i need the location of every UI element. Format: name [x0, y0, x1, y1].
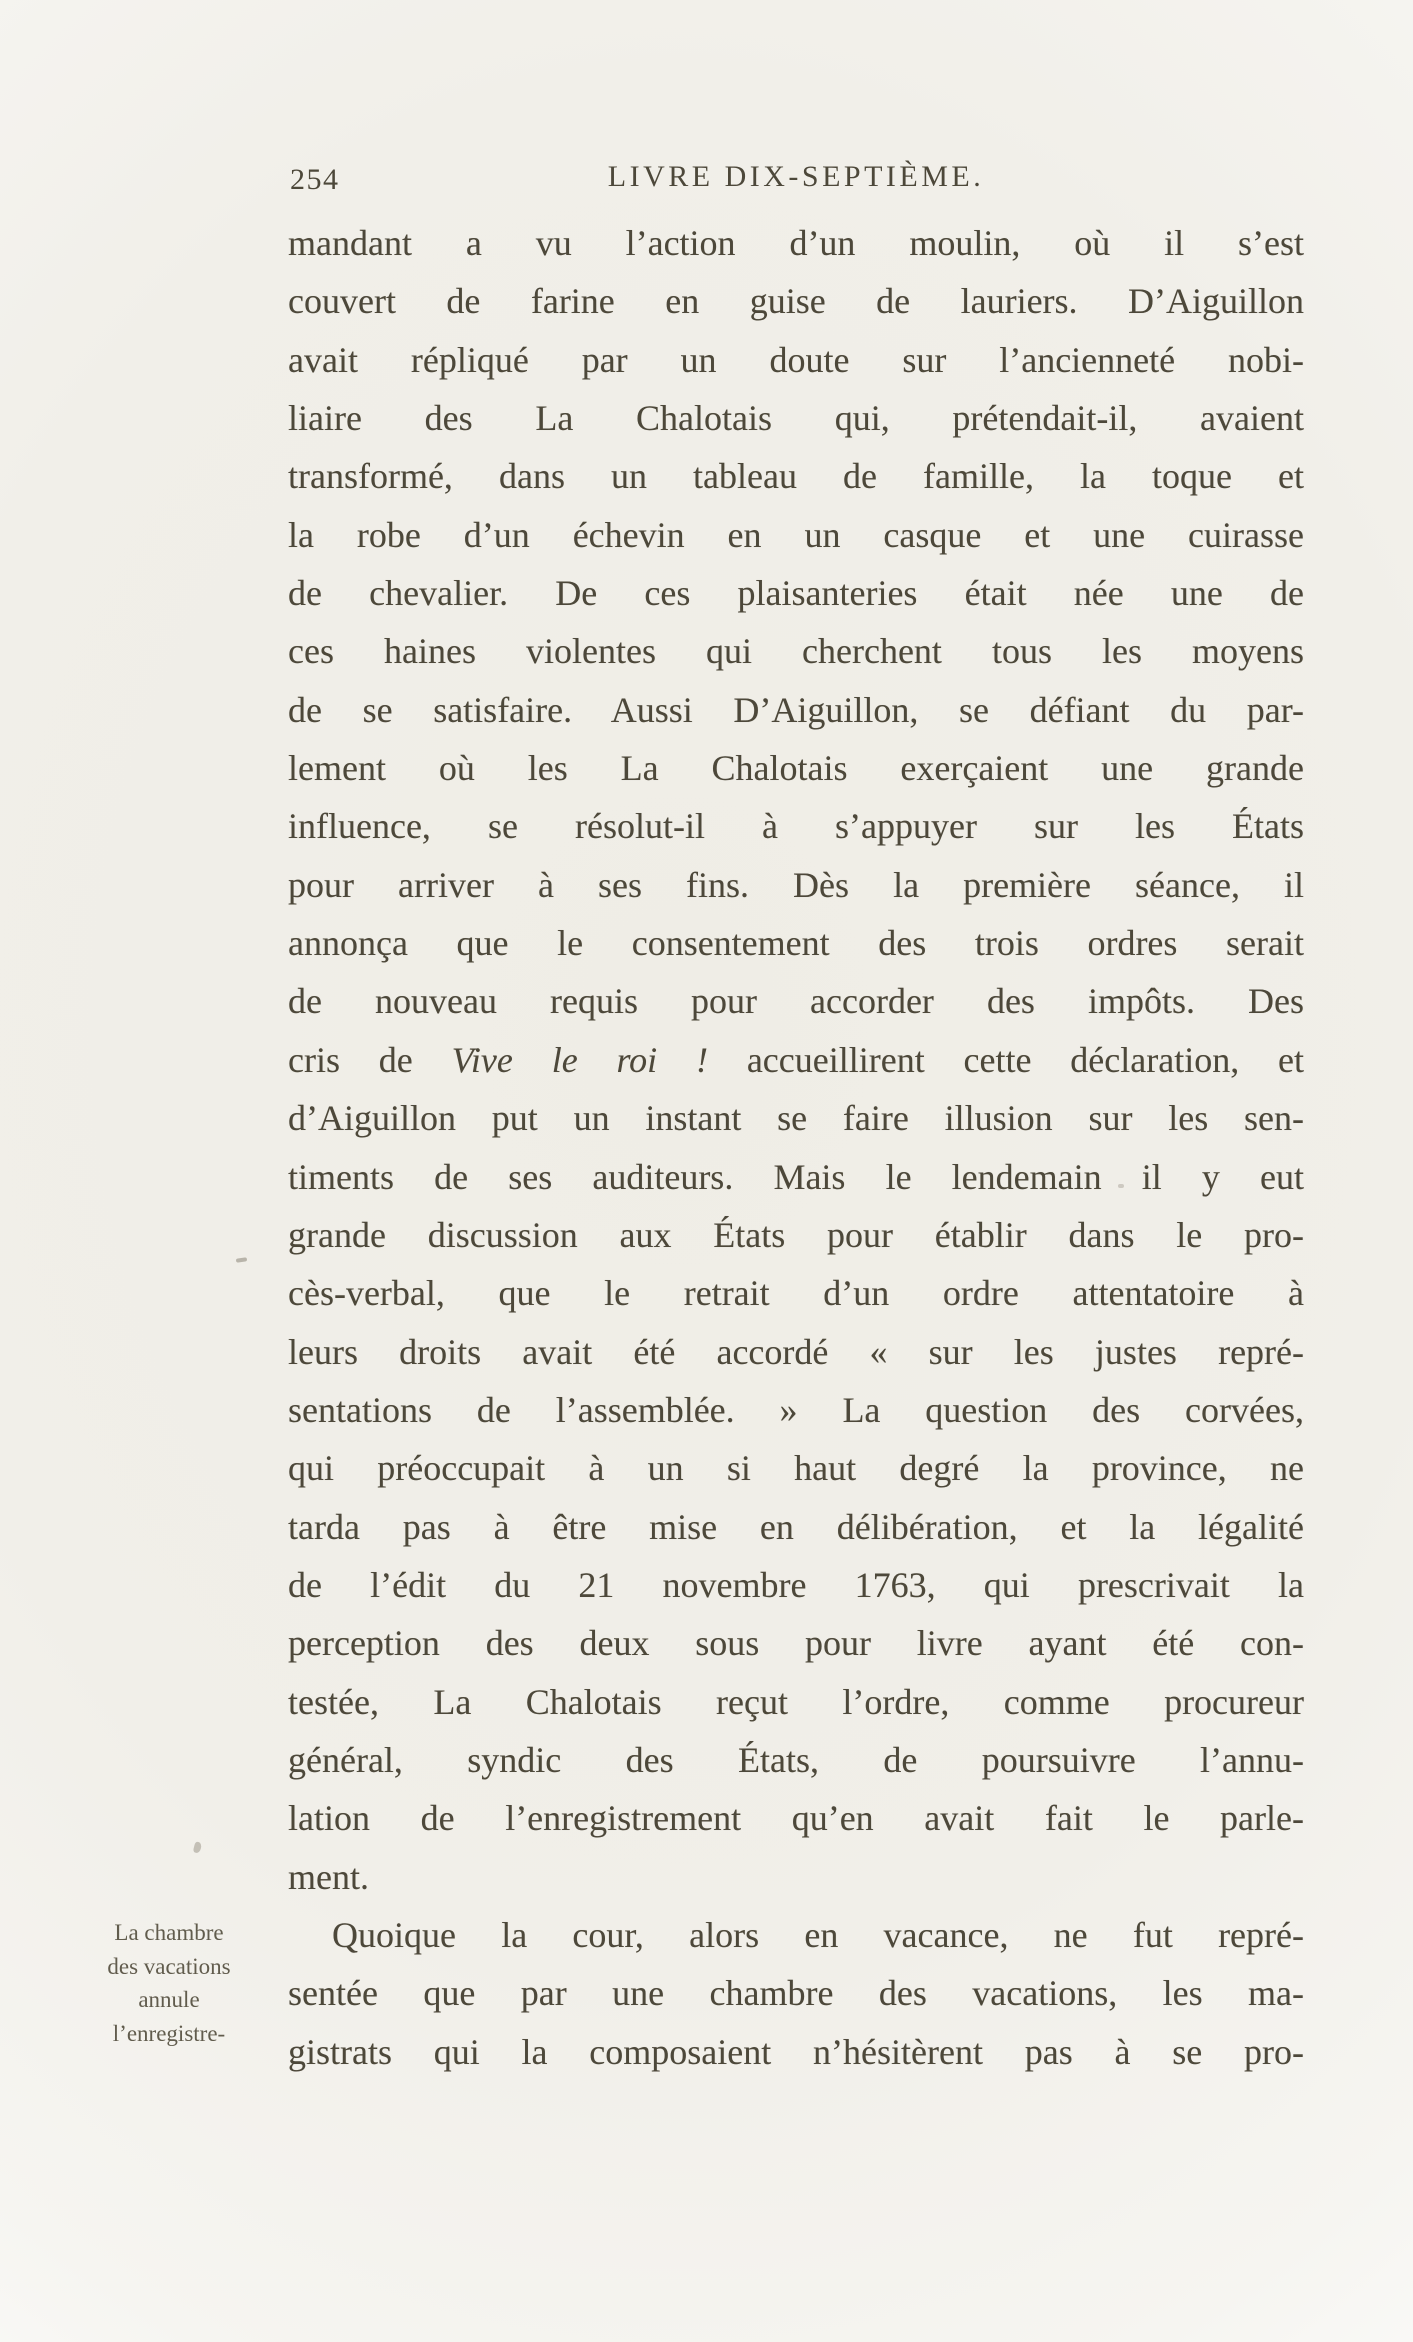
text-segment: cris de [288, 1039, 452, 1080]
text-segment: de se satisfaire. Aussi D’Aiguillon, se défiant du par- [288, 689, 1304, 730]
text-line [288, 622, 1304, 680]
text-segment: grande discussion aux États pour établir dans le pro- [288, 1214, 1304, 1255]
text-line [288, 1673, 1304, 1731]
text-segment: de nouveau requis pour accorder des impôts. Des [288, 981, 1304, 1022]
text-line [288, 1264, 1304, 1322]
page-header [288, 160, 1304, 208]
text-segment: influence, se résolut-il à s’appuyer sur les États [288, 806, 1304, 847]
text-line [288, 1206, 1304, 1264]
scan-speck [236, 1257, 247, 1262]
text-line [288, 1614, 1304, 1672]
text-segment: de l’édit du 21 novembre 1763, qui prescrivait la [288, 1564, 1304, 1605]
text-line [288, 389, 1304, 447]
text-segment: d’Aiguillon put un instant se faire illusion sur les sen- [288, 1098, 1304, 1139]
text-segment: la robe d’un échevin en un casque et une cuirasse [288, 514, 1304, 555]
italic-phrase: Vive le roi ! [451, 1039, 708, 1080]
body-text [288, 214, 1304, 2081]
text-line [288, 1789, 1304, 1847]
text-segment: général, syndic des États, de poursuivre l’annu- [288, 1739, 1304, 1780]
text-line [288, 1848, 1304, 1906]
text-segment: ment. [288, 1856, 369, 1897]
text-line [288, 1964, 1304, 2022]
text-line [288, 214, 1304, 272]
text-segment: ces haines violentes qui cherchent tous les moyens [288, 631, 1304, 672]
text-line [288, 331, 1304, 389]
text-line [288, 856, 1304, 914]
text-segment: transformé, dans un tableau de famille, la toque et [288, 456, 1304, 497]
text-segment: qui préoccupait à un si haut degré la province, ne [288, 1448, 1304, 1489]
text-segment: lement où les La Chalotais exerçaient une grande [288, 748, 1304, 789]
text-line [288, 1148, 1304, 1206]
text-segment: cès-verbal, que le retrait d’un ordre attentatoire à [288, 1273, 1304, 1314]
text-segment: de chevalier. De ces plaisanteries était née une de [288, 573, 1304, 614]
text-segment: testée, La Chalotais reçut l’ordre, comme procureur [288, 1681, 1304, 1722]
text-line [288, 272, 1304, 330]
text-segment: gistrats qui la composaient n’hésitèrent pas à se pro- [288, 2031, 1304, 2072]
margin-note-line: La chambre [114, 1920, 224, 1945]
text-segment: leurs droits avait été accordé « sur les justes repré- [288, 1331, 1304, 1372]
text-line [288, 564, 1304, 622]
text-line [288, 1031, 1304, 1089]
text-line [288, 1381, 1304, 1439]
text-segment: lation de l’enregistrement qu’en avait fait le parle- [288, 1798, 1304, 1839]
margin-note-line: l’enregistre- [112, 2020, 226, 2046]
text-segment: annonça que le consentement des trois ordres serait [288, 923, 1304, 964]
text-segment: liaire des La Chalotais qui, prétendait-il, avaient [288, 398, 1304, 439]
margin-note-line: des vacations [107, 1953, 231, 1979]
text-line [288, 1906, 1304, 1964]
text-segment: couvert de farine en guise de lauriers. D’Aiguillon [288, 281, 1304, 322]
scan-speck [193, 1841, 202, 1853]
text-line [288, 1323, 1304, 1381]
margin-note-line: annule [138, 1987, 200, 2012]
text-line [288, 447, 1304, 505]
page-number: 254 [290, 163, 340, 196]
text-line [288, 972, 1304, 1030]
text-line [288, 797, 1304, 855]
text-segment: tarda pas à être mise en délibération, et la légalité [288, 1506, 1304, 1547]
text-segment: accueillirent cette déclaration, et [708, 1039, 1305, 1080]
text-segment: perception des deux sous pour livre ayant été con- [288, 1623, 1304, 1664]
text-line [288, 1731, 1304, 1789]
text-segment: avait répliqué par un doute sur l’ancienneté nobi- [288, 339, 1304, 380]
margin-note [58, 1916, 280, 2050]
text-segment: sentée que par une chambre des vacations, les ma- [288, 1973, 1304, 2014]
text-line [288, 1439, 1304, 1497]
text-segment: mandant a vu l’action d’un moulin, où il s’est [288, 223, 1304, 263]
text-segment: timents de ses auditeurs. Mais le lendemain il y eut [288, 1156, 1304, 1197]
text-line [288, 914, 1304, 972]
text-line [288, 2023, 1304, 2081]
text-line [288, 1556, 1304, 1614]
text-line [288, 506, 1304, 564]
text-line [288, 739, 1304, 797]
text-segment: Quoique la cour, alors en vacance, ne fut repré- [332, 1914, 1304, 1955]
text-line [288, 1089, 1304, 1147]
scan-speck [1118, 1184, 1124, 1188]
running-title: LIVRE DIX-SEPTIÈME. [607, 160, 985, 193]
text-line [288, 681, 1304, 739]
text-segment: pour arriver à ses fins. Dès la première séance, il [288, 864, 1304, 905]
text-line [288, 1498, 1304, 1556]
text-segment: sentations de l’assemblée. » La question des corvées, [288, 1389, 1304, 1430]
